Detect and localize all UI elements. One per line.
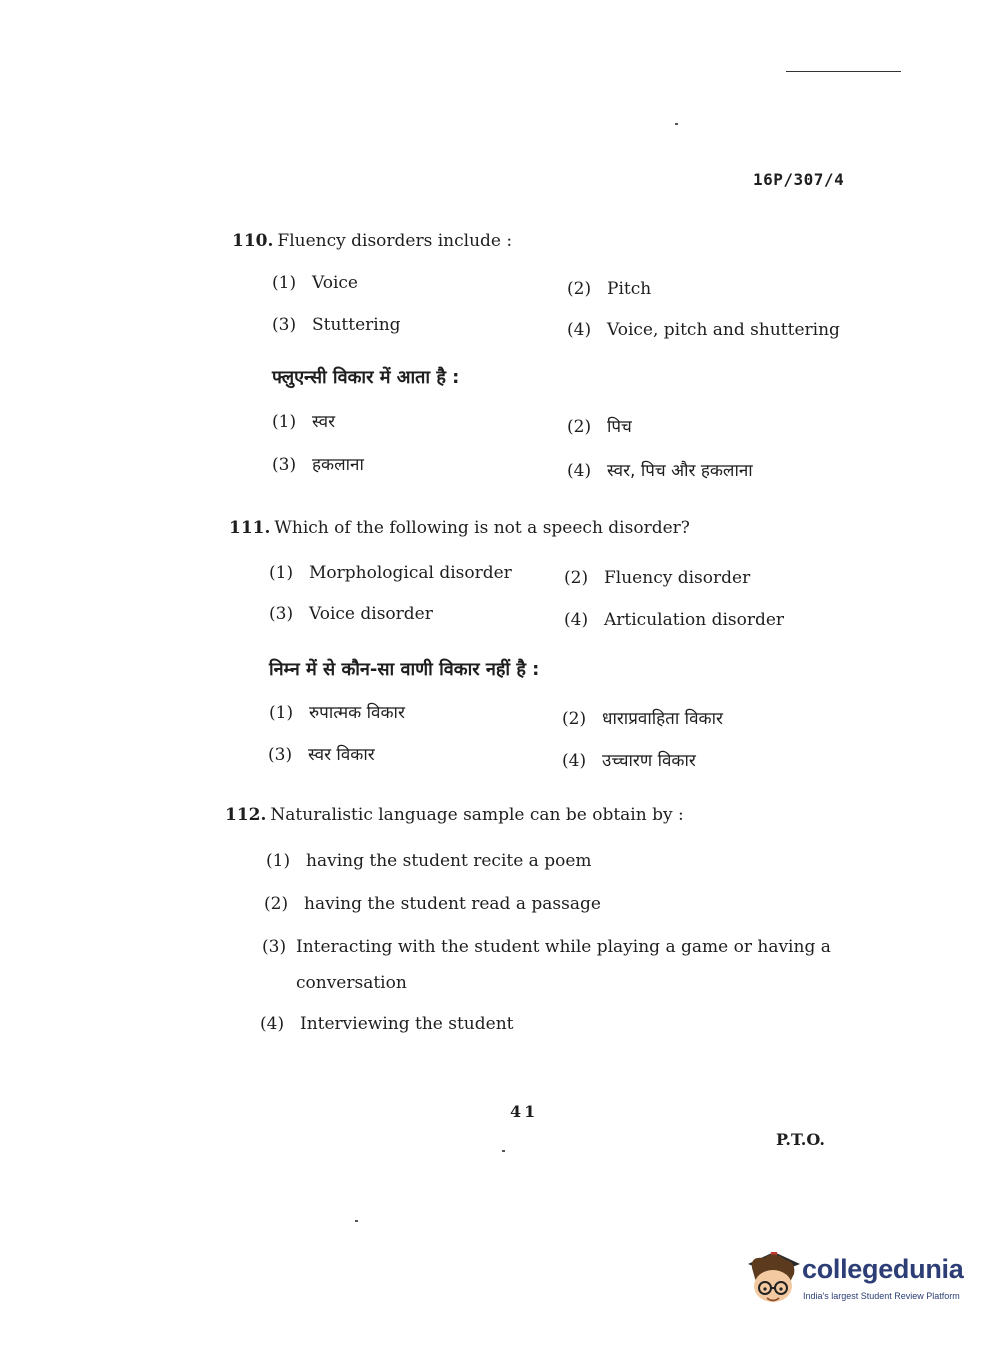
top-rule <box>786 71 901 72</box>
question-110 <box>232 231 512 251</box>
q110-hindi-option-4: (4) स्वर, पिच और हकलाना <box>567 461 753 481</box>
q110-hindi-option-1: (1) स्वर <box>272 412 336 432</box>
q110-option-2: (2) Pitch <box>567 279 652 299</box>
q111-option-3: (3) Voice disorder <box>269 604 433 624</box>
paper-code: 16P/307/4 <box>753 170 845 189</box>
brand-tagline: India's largest Student Review Platform <box>803 1291 960 1301</box>
question-number: 110. <box>232 231 274 251</box>
scan-speck <box>675 123 678 125</box>
mascot-icon <box>744 1248 802 1310</box>
question-112 <box>225 805 684 825</box>
question-number: 112. <box>225 805 267 825</box>
q112-option-4: (4) Interviewing the student <box>260 1014 514 1034</box>
q112-option-3-continuation: conversation <box>296 973 407 993</box>
q110-hindi-text: फ्लुएन्सी विकार में आता है : <box>272 367 460 388</box>
q111-hindi-option-2: (2) धाराप्रवाहिता विकार <box>562 709 723 729</box>
collegedunia-watermark <box>744 1248 969 1310</box>
q110-option-3: (3) Stuttering <box>272 315 401 335</box>
question-text: Naturalistic language sample can be obtain by : <box>270 805 684 825</box>
q111-option-2: (2) Fluency disorder <box>564 568 751 588</box>
q110-option-4: (4) Voice, pitch and shuttering <box>567 320 840 340</box>
page-number: 41 <box>510 1102 539 1121</box>
q111-hindi-option-3: (3) स्वर विकार <box>268 745 375 765</box>
q111-option-4: (4) Articulation disorder <box>564 610 785 630</box>
q111-hindi-option-4: (4) उच्चारण विकार <box>562 751 696 771</box>
brand-name: collegedunia <box>802 1254 964 1284</box>
q111-hindi-text: निम्न में से कौन-सा वाणी विकार नहीं है : <box>269 659 540 680</box>
q112-option-1: (1) having the student recite a poem <box>266 851 592 871</box>
q112-option-3: (3) Interacting with the student while playing a game or having a <box>262 937 831 957</box>
question-text: Fluency disorders include : <box>277 231 513 251</box>
question-111 <box>229 518 690 538</box>
question-number: 111. <box>229 518 271 538</box>
scan-speck <box>502 1150 505 1152</box>
pto-label: P.T.O. <box>776 1130 825 1149</box>
q110-option-1: (1) Voice <box>272 273 358 293</box>
q110-hindi-option-2: (2) पिच <box>567 417 632 437</box>
q110-hindi-option-3: (3) हकलाना <box>272 455 364 475</box>
scan-speck <box>355 1220 358 1222</box>
q112-option-2: (2) having the student read a passage <box>264 894 601 914</box>
q111-hindi-option-1: (1) रुपात्मक विकार <box>269 703 405 723</box>
question-text: Which of the following is not a speech disorder? <box>274 518 690 538</box>
q111-option-1: (1) Morphological disorder <box>269 563 512 583</box>
